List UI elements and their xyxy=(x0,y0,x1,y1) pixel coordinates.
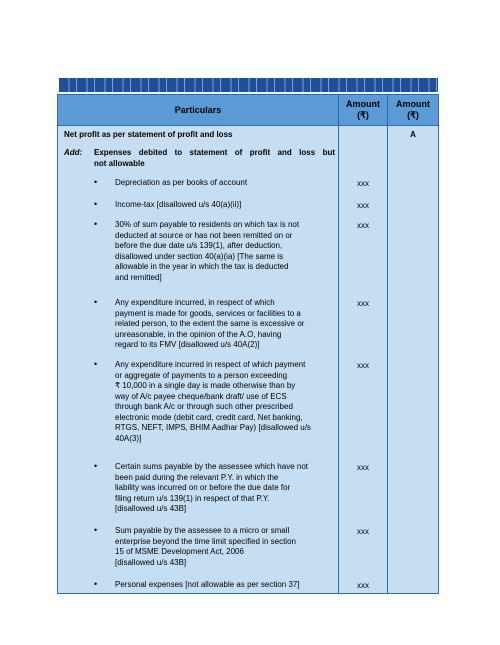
header-amount-1: Amount (₹) xyxy=(346,99,380,120)
expense-amount: xxx xyxy=(357,299,369,308)
expense-amount: xxx xyxy=(357,463,369,472)
bullet-icon: • xyxy=(94,525,98,535)
expense-item: 30% of sum payable to residents on which tax is not deducted at source or has not been remitted on or before the due date u/s 139(1), after deduction, disallowed under section 40(a)(ia) [The same is allowable in the year in which the tax is deducted and remitted] xyxy=(115,220,300,282)
header-amount-2: Amount (₹) xyxy=(396,99,430,120)
expense-item: Any expenditure incurred in respect of which payment or aggregate of payments to a person exceeding ₹ 10,000 in a single day is made otherwise than by way of A/c payee cheque/bank draft/ use of ECS through bank A/c or through such other prescribed electronic mode (debit card, credit card, Net banking, RTGS, NEFT, IMPS, BHIM Aadhar Pay) [disallowed u/s 40A(3)] xyxy=(115,360,311,443)
expense-item: Income-tax [disallowed u/s 40(a)(ii)] xyxy=(115,200,242,209)
expense-amount: xxx xyxy=(357,581,369,590)
expense-amount: xxx xyxy=(357,201,369,210)
bullet-icon: • xyxy=(94,177,98,187)
add-heading: Expenses debited to statement of profit and loss but not allowable xyxy=(94,148,335,168)
net-profit-label: Net profit as per statement of profit and loss xyxy=(64,130,233,139)
add-label: Add: xyxy=(64,148,83,157)
bullet-icon: • xyxy=(94,297,98,307)
expense-amount: xxx xyxy=(357,361,369,370)
expense-item: Certain sums payable by the assessee which have not been paid during the relevant P.Y. in which the liability was incurred on or before the due date for filing return u/s 139(1) in respect of that P.Y. [disallowed u/s 43B] xyxy=(115,462,308,513)
section-title-bar xyxy=(59,78,438,92)
column-divider xyxy=(387,95,388,593)
expense-item: Any expenditure incurred, in respect of which payment is made for goods, services or facilities to a related person, to the extent the same is excessive or unreasonable, in the opinion of the A.O, having regard to its FMV [disallowed u/s 40A(2)] xyxy=(115,298,305,349)
expense-item: Sum payable by the assessee to a micro or small enterprise beyond the time limit specified in section 15 of MSME Development Act, 2006 [disallowed u/s 43B] xyxy=(115,526,296,567)
bullet-icon: • xyxy=(94,461,98,471)
table-header xyxy=(58,95,438,126)
bullet-icon: • xyxy=(94,219,98,229)
bullet-icon: • xyxy=(94,199,98,209)
bullet-icon: • xyxy=(94,579,98,589)
column-divider xyxy=(338,95,339,593)
expense-amount: xxx xyxy=(357,527,369,536)
expense-item: Personal expenses [not allowable as per section 37] xyxy=(115,580,300,589)
header-particulars: Particulars xyxy=(174,105,222,115)
net-profit-marker: A xyxy=(410,130,416,139)
computation-table xyxy=(57,94,439,594)
expense-amount: xxx xyxy=(357,179,369,188)
expense-item: Depreciation as per books of account xyxy=(115,178,248,187)
expense-amount: xxx xyxy=(357,221,369,230)
bullet-icon: • xyxy=(94,359,98,369)
